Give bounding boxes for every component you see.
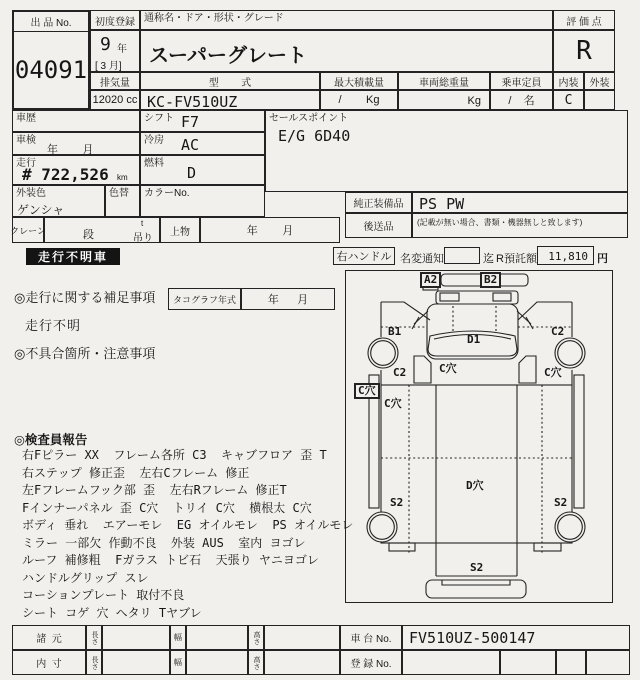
max-load-value: / Kg bbox=[320, 90, 398, 110]
displacement-value: 12020 cc bbox=[90, 90, 140, 110]
sales-point-box bbox=[265, 110, 628, 192]
inner-length-value bbox=[102, 650, 170, 675]
max-load-label: 最大積載量 bbox=[320, 72, 398, 90]
mileage-note-title: ◎走行に関する補足事項 bbox=[14, 290, 156, 305]
damage-label-b1: B1 bbox=[388, 325, 402, 338]
defect-title: ◎不具合箇所・注意事項 bbox=[14, 346, 156, 361]
fuel-value: D bbox=[187, 164, 197, 182]
unknown-mileage-badge: 走行不明車 bbox=[26, 248, 120, 265]
name-header bbox=[140, 10, 553, 30]
capacity-value: / 名 bbox=[490, 90, 553, 110]
after-delivery-note-cell bbox=[412, 213, 628, 238]
aircon-cell bbox=[140, 132, 265, 155]
lot-box bbox=[12, 10, 90, 110]
report-line: Fインナーパネル 歪 C穴 トリイ C穴 横根太 C穴 bbox=[22, 500, 312, 515]
aircon-label: 冷房 bbox=[144, 135, 164, 146]
damage-label-c2-left: C2 bbox=[393, 366, 407, 379]
inner-width-label bbox=[170, 650, 186, 675]
dims-height-value bbox=[264, 625, 340, 650]
lot-number: 04091 bbox=[14, 55, 88, 84]
color-change-cell bbox=[105, 185, 140, 217]
crane-ton-label: t bbox=[141, 219, 144, 228]
history-label: 車歴 bbox=[16, 113, 36, 124]
dims-length-value bbox=[102, 625, 170, 650]
mileage-label: 走行 bbox=[16, 158, 36, 169]
reg-cell-3 bbox=[556, 650, 586, 675]
damage-label-s2-rear: S2 bbox=[470, 561, 484, 574]
reg-cell-4 bbox=[586, 650, 630, 675]
interior-value: C bbox=[553, 90, 584, 110]
mileage-cell bbox=[12, 155, 140, 185]
shift-value: F7 bbox=[181, 113, 200, 131]
length-label-text2: 長さ bbox=[91, 655, 98, 670]
color-change-label: 色替 bbox=[109, 188, 129, 199]
name-header-label: 通称名・ドア・形状・グレード bbox=[144, 13, 284, 24]
damage-label-chole-center: C穴 bbox=[439, 362, 457, 375]
body-value: 年 月 bbox=[200, 217, 340, 243]
capacity-label: 乗車定員 bbox=[490, 72, 553, 90]
damage-label-s2-left: S2 bbox=[390, 496, 404, 509]
report-line: シート コゲ 穴 ヘタリ Tヤブレ bbox=[22, 605, 202, 620]
first-reg-month: [ 3 月] bbox=[95, 61, 122, 72]
score-label: 評 価 点 bbox=[553, 10, 615, 30]
score-value: R bbox=[553, 30, 615, 72]
report-line: 左Fフレームフック部 歪 左右Rフレーム 修正T bbox=[22, 483, 287, 497]
dims-height-label bbox=[248, 625, 264, 650]
width-label-text2: 幅 bbox=[174, 657, 182, 667]
dims-width-label bbox=[170, 625, 186, 650]
color-label: 外装色 bbox=[16, 188, 46, 199]
first-reg-value bbox=[90, 30, 140, 72]
after-delivery-label: 後送品 bbox=[345, 213, 412, 238]
deposit-label: R預託額 bbox=[496, 253, 537, 265]
damage-label-c2-right: C2 bbox=[551, 325, 565, 338]
damage-label-s2-right: S2 bbox=[554, 496, 568, 509]
first-reg-year: 9 bbox=[100, 34, 111, 55]
reg-cell-2 bbox=[500, 650, 556, 675]
shift-label: シフト bbox=[144, 113, 174, 124]
body-label: 上物 bbox=[160, 217, 200, 243]
inspection-value: 年 月 bbox=[47, 144, 94, 156]
gross-weight-label: 車両総重量 bbox=[398, 72, 490, 90]
damage-label-chole-bed: C穴 bbox=[384, 397, 402, 410]
lot-label: 出 品 No. bbox=[14, 12, 88, 32]
name-change-label: 名変通知 bbox=[400, 253, 444, 265]
damage-label-d1: D1 bbox=[467, 333, 481, 346]
inner-width-value bbox=[186, 650, 248, 675]
deposit-value: 11,810 bbox=[548, 250, 588, 263]
name-change-box bbox=[444, 247, 480, 264]
chassis-label: 車 台 No. bbox=[340, 625, 402, 650]
report-line: ルーフ 補修粗 Fガラス トビ石 天張り ヤニヨゴレ bbox=[22, 553, 319, 567]
mileage-value: # 722,526 bbox=[22, 165, 109, 184]
equipment-value: PS PW bbox=[419, 195, 465, 213]
inspector-report bbox=[22, 447, 354, 622]
name-value: スーパーグレート bbox=[149, 43, 307, 67]
reg-label: 登 録 No. bbox=[340, 650, 402, 675]
inspection-cell bbox=[12, 132, 140, 155]
inspector-title: ◎検査員報告 bbox=[14, 433, 88, 447]
report-line: ボディ 垂れ エアーモレ EG オイルモレ PS オイルモレ bbox=[22, 518, 354, 532]
color-no-cell bbox=[140, 185, 265, 217]
chassis-value: FV510UZ-500147 bbox=[409, 629, 536, 647]
crane-stage-label: 段 bbox=[83, 229, 94, 241]
inner-length-label bbox=[86, 650, 102, 675]
length-label-text: 長さ bbox=[91, 630, 98, 645]
inspection-label: 車検 bbox=[16, 135, 36, 146]
reg-cell-1 bbox=[402, 650, 500, 675]
model-label: 型 式 bbox=[140, 72, 320, 90]
sales-point-label: セールスポイント bbox=[269, 113, 349, 124]
fuel-cell bbox=[140, 155, 265, 185]
crane-cell bbox=[44, 217, 160, 243]
first-reg-label: 初度登録 bbox=[90, 10, 140, 30]
fuel-label: 燃料 bbox=[144, 158, 164, 169]
yen-label: 円 bbox=[597, 253, 608, 265]
aircon-value: AC bbox=[181, 136, 200, 154]
damage-label-a2: A2 bbox=[420, 272, 441, 288]
report-line: ハンドルグリップ スレ bbox=[22, 570, 149, 585]
rhd-badge: 右ハンドル bbox=[333, 247, 395, 265]
damage-label-chole-right: C穴 bbox=[544, 366, 562, 379]
sales-point-value: E/G 6D40 bbox=[278, 127, 351, 145]
mileage-note: 走行不明 bbox=[25, 318, 82, 333]
color-value: ゲンシャ bbox=[17, 203, 65, 217]
report-line: 右ステップ 修正歪 左右Cフレーム 修正 bbox=[22, 465, 250, 480]
dims-width-value bbox=[186, 625, 248, 650]
until-label: 迄 bbox=[483, 253, 494, 265]
chassis-value-cell bbox=[402, 625, 630, 650]
deposit-box bbox=[537, 246, 594, 265]
damage-label-dhole: D穴 bbox=[466, 479, 484, 492]
report-line: 右Fピラー XX フレーム各所 C3 キャブフロア 歪 T bbox=[22, 448, 327, 462]
damage-label-b2: B2 bbox=[480, 272, 501, 288]
height-label-text2: 高さ bbox=[253, 655, 260, 670]
height-label-text: 高さ bbox=[253, 630, 260, 645]
shift-cell bbox=[140, 110, 265, 132]
dims-length-label bbox=[86, 625, 102, 650]
tacho-value: 年 月 bbox=[241, 288, 335, 310]
equipment-value-cell bbox=[412, 192, 628, 213]
interior-label: 内装 bbox=[553, 72, 584, 90]
mileage-unit: km bbox=[117, 173, 128, 182]
name-value-cell bbox=[140, 30, 553, 72]
gross-weight-cell bbox=[398, 90, 490, 110]
gross-weight-value: Kg bbox=[467, 95, 481, 107]
first-reg-year-suffix: 年 bbox=[117, 44, 127, 55]
tacho-label: タコグラフ年式 bbox=[168, 288, 241, 310]
truck-rear-bumper bbox=[426, 580, 526, 598]
displacement-label: 排気量 bbox=[90, 72, 140, 90]
inner-label: 内 寸 bbox=[12, 650, 86, 675]
color-no-label: カラーNo. bbox=[144, 188, 190, 199]
color-cell bbox=[12, 185, 105, 217]
truck-diagram-svg bbox=[346, 271, 612, 602]
inner-height-label bbox=[248, 650, 264, 675]
report-line: コーションプレート 取付不良 bbox=[22, 588, 185, 602]
history-cell bbox=[12, 110, 140, 132]
crane-lift-label: 吊り bbox=[133, 233, 153, 244]
report-line: ミラー 一部欠 作動不良 外装 AUS 室内 ヨゴレ bbox=[22, 535, 306, 550]
model-value: KC-FV510UZ bbox=[147, 93, 238, 111]
width-label-text: 幅 bbox=[174, 632, 182, 642]
dims-label: 諸 元 bbox=[12, 625, 86, 650]
exterior-value bbox=[584, 90, 615, 110]
damage-diagram-panel bbox=[345, 270, 613, 603]
after-delivery-note: (記載が無い場合、書類・機器無しと致します) bbox=[417, 218, 583, 227]
equipment-label: 純正装備品 bbox=[345, 192, 412, 213]
model-value-cell bbox=[140, 90, 320, 110]
crane-label: クレーン bbox=[12, 217, 44, 243]
inner-height-value bbox=[264, 650, 340, 675]
damage-label-chole-side: C穴 bbox=[354, 383, 380, 399]
exterior-label: 外装 bbox=[584, 72, 615, 90]
